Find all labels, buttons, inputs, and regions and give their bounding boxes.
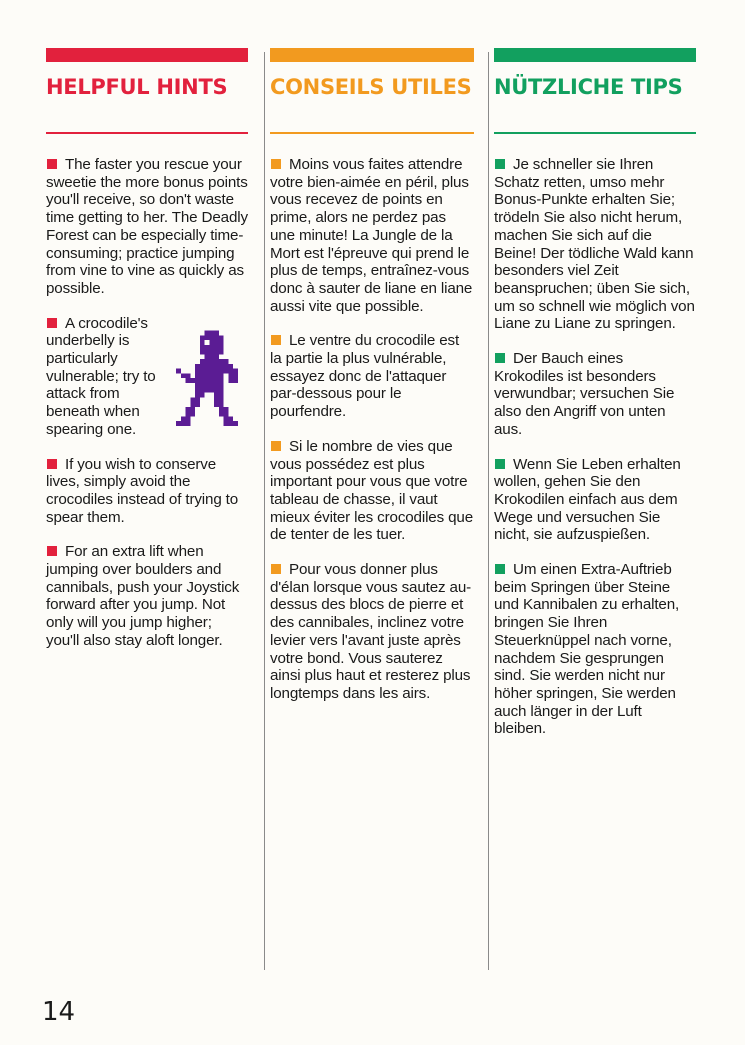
heading-rule bbox=[270, 132, 474, 134]
column-divider-1 bbox=[264, 52, 265, 970]
heading-rule bbox=[46, 132, 248, 134]
square-bullet-icon bbox=[495, 459, 505, 469]
hint-paragraph: For an extra lift when jumping over boulders and cannibals, push your Joystick forward after you jump. Not only will you jump higher; you'll also stay aloft longer. bbox=[46, 543, 240, 649]
square-bullet-icon bbox=[47, 318, 57, 328]
hint-paragraph: Wenn Sie Leben erhalten wollen, gehen Sie den Krokodilen einfach aus dem Wege und versuchen Sie nicht, sie aufzuspießen. bbox=[494, 455, 681, 544]
column-english bbox=[46, 48, 248, 667]
heading-conseils-utiles: CONSEILS UTILES bbox=[270, 75, 472, 99]
square-bullet-icon bbox=[47, 546, 57, 556]
color-bar-top bbox=[494, 48, 696, 62]
hint-paragraph: The faster you rescue your sweetie the more bonus points you'll receive, so don't waste time getting to her. The Deadly Forest can be especially time-consuming; practice jumping from vine to vine as quickly as possible. bbox=[46, 156, 248, 297]
square-bullet-icon bbox=[271, 159, 281, 169]
column-french bbox=[270, 48, 474, 720]
column-divider-2 bbox=[488, 52, 489, 970]
hint-paragraph: Um einen Extra-Auftrieb beim Springen über Steine und Kannibalen zu erhalten, bringen Sie Ihren Steuerknüppel nach vorne, nachdem Sie gesprungen sind. Sie werden nicht nur höher springen, Sie werden auch länger in der Luft bleiben. bbox=[494, 561, 680, 738]
square-bullet-icon bbox=[47, 159, 57, 169]
page-number: 14 bbox=[42, 997, 76, 1027]
heading-rule bbox=[494, 132, 696, 134]
color-bar-top bbox=[46, 48, 248, 62]
square-bullet-icon bbox=[271, 335, 281, 345]
hint-paragraph: Pour vous donner plus d'élan lorsque vous sautez au-dessus des blocs de pierre et des cannibales, inclinez votre levier vers l'avant juste après votre bond. Vous sauterez ainsi plus haut et resterez plus longtemps dans les airs. bbox=[270, 561, 472, 702]
heading-nuetzliche-tips: NÜTZLICHE TIPS bbox=[494, 75, 683, 99]
square-bullet-icon bbox=[271, 564, 281, 574]
hint-paragraph: If you wish to conserve lives, simply avoid the crocodiles instead of trying to spear them. bbox=[46, 455, 239, 526]
heading-helpful-hints: HELPFUL HINTS bbox=[46, 75, 228, 99]
square-bullet-icon bbox=[495, 353, 505, 363]
hint-paragraph: Der Bauch eines Krokodiles ist besonders verwundbar; versuchen Sie also den Angriff von unten aus. bbox=[494, 350, 675, 438]
pixel-character-icon bbox=[176, 327, 238, 439]
hint-paragraph: A crocodile's underbelly is particularly vulnerable; try to attack from beneath when spearing one. bbox=[46, 315, 248, 439]
square-bullet-icon bbox=[495, 564, 505, 574]
hint-paragraph: Le ventre du crocodile est la partie la plus vulnérable, essayez donc de l'attaquer par-dessous pour le pourfendre. bbox=[270, 332, 460, 421]
hint-paragraph: Si le nombre de vies que vous possédez est plus important pour vous que votre tableau de chasse, il vaut mieux éviter les crocodiles que de tenter de les tuer. bbox=[270, 437, 474, 544]
square-bullet-icon bbox=[47, 459, 57, 469]
hint-paragraph: Moins vous faites attendre votre bien-aimée en péril, plus vous recevez de points en prime, alors ne perdez pas une minute! La Jungle de la Mort est l'épreuve qui prend le plus de temps, entraînez-vous donc à sauter de liane en liane aussi vite que possible. bbox=[270, 156, 473, 315]
column-german bbox=[494, 48, 696, 755]
square-bullet-icon bbox=[271, 441, 281, 451]
square-bullet-icon bbox=[495, 159, 505, 169]
color-bar-top bbox=[270, 48, 474, 62]
hint-paragraph: Je schneller sie Ihren Schatz retten, umso mehr Bonus-Punkte erhalten Sie; trödeln Sie also nicht herum, machen Sie sich auf die Beine! Der tödliche Wald kann besonders viel Zeit beanspruchen; üben Sie sich, um so schnell wie möglich von Liane zu Liane zu springen. bbox=[494, 156, 695, 333]
